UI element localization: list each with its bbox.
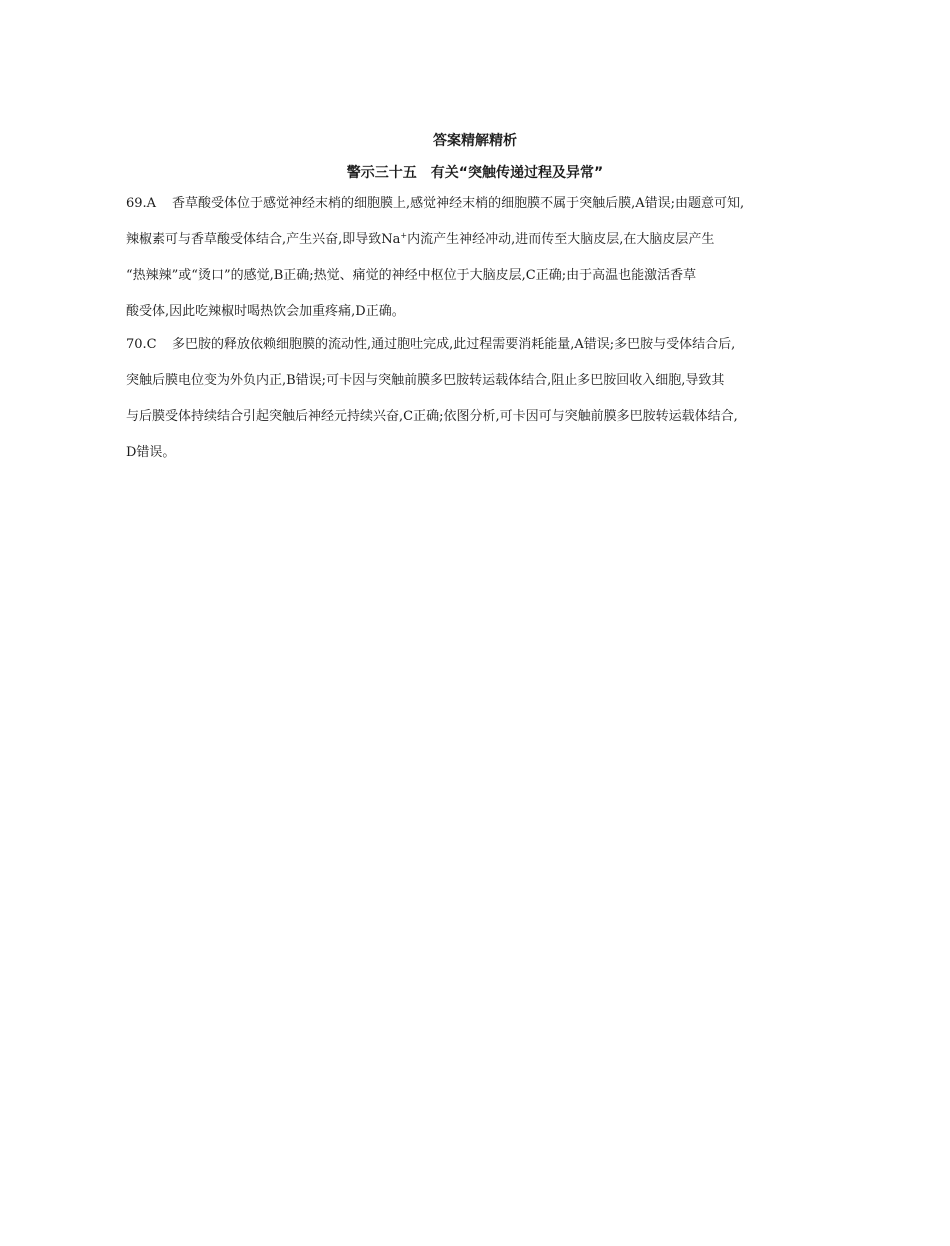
answer-text: 内流产生神经冲动,进而传至大脑皮层,在大脑皮层产生	[407, 232, 715, 247]
answer-text: “热辣辣”或“烫口”的感觉,B正确;热觉、痛觉的神经中枢位于大脑皮层,C正确;由于高温也能激活香草	[126, 268, 697, 283]
answer-text: 香草酸受体位于感觉神经末梢的细胞膜上,感觉神经末梢的细胞膜不属于突触后膜,A错误;由题意可知,	[172, 196, 745, 211]
answer-text: 酸受体,因此吃辣椒时喝热饮会加重疼痛,D正确。	[126, 304, 405, 319]
question-number: 69.A	[126, 196, 157, 211]
answer-line	[126, 369, 830, 405]
answer-70	[126, 333, 830, 477]
answer-line	[126, 333, 830, 369]
answer-line	[126, 405, 830, 441]
question-number: 70.C	[126, 337, 157, 352]
answer-text: 与后膜受体持续结合引起突触后神经元持续兴奋,C正确;依图分析,可卡因可与突触前膜多巴胺转运载体结合,	[126, 409, 738, 424]
answer-text: 多巴胺的释放依赖细胞膜的流动性,通过胞吐完成,此过程需要消耗能量,A错误;多巴胺与受体结合后,	[172, 337, 736, 352]
answer-text: 辣椒素可与香草酸受体结合,产生兴奋,即导致Na	[126, 232, 401, 247]
answer-text: D错误。	[126, 445, 176, 460]
answer-text: 突触后膜电位变为外负内正,B错误;可卡因与突触前膜多巴胺转运载体结合,阻止多巴胺回收入细胞,导致其	[126, 373, 725, 388]
section-title: 警示三十五 有关“突触传递过程及异常”	[346, 165, 604, 181]
answer-line	[126, 192, 830, 228]
answer-69	[126, 192, 830, 336]
page-title: 答案精解精析	[433, 133, 517, 149]
answer-line	[126, 441, 830, 477]
answer-line	[126, 228, 830, 264]
answer-line	[126, 300, 830, 336]
answer-line	[126, 264, 830, 300]
ion-charge-superscript: +	[400, 231, 408, 240]
